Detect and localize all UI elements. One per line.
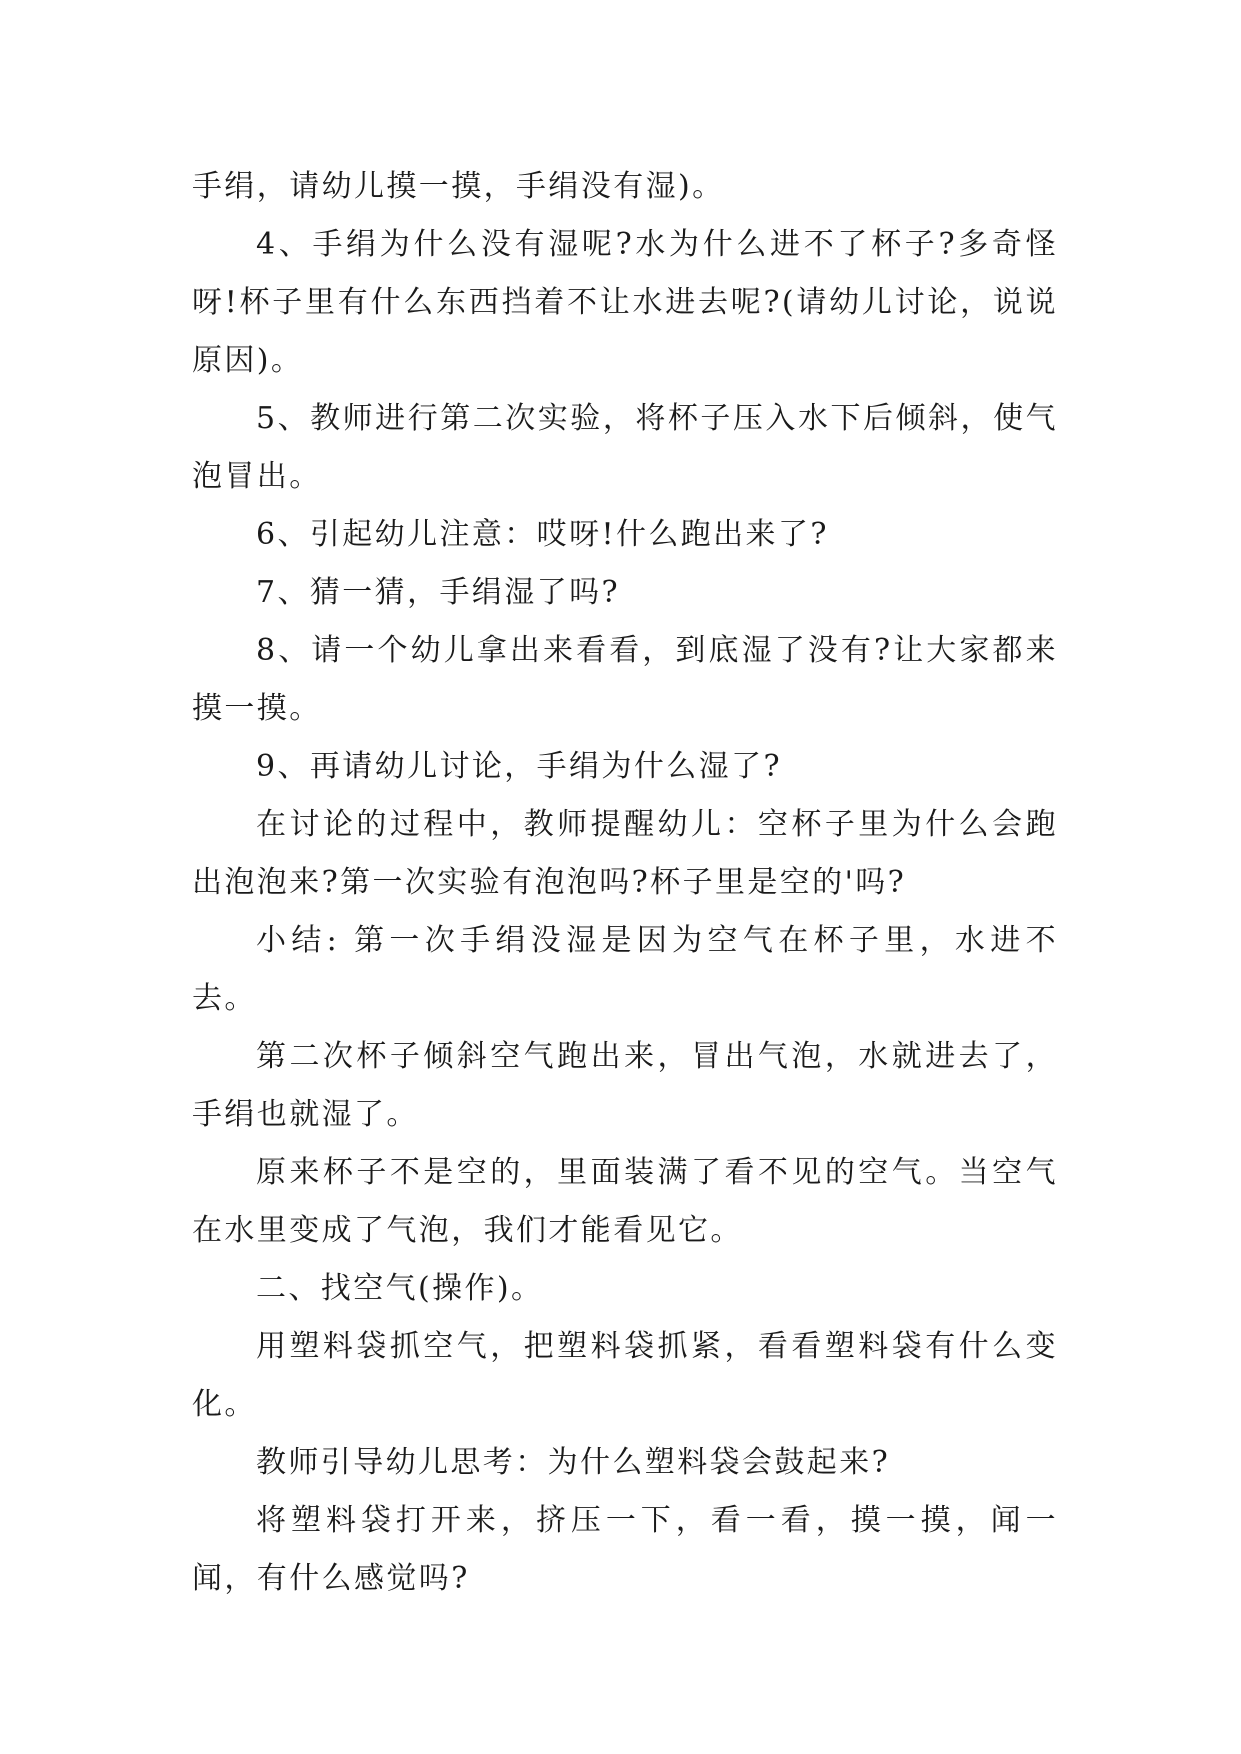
paragraph-plastic-bag: 用塑料袋抓空气，把塑料袋抓紧，看看塑料袋有什么变化。 (192, 1329, 1058, 1422)
paragraph-summary-second: 第二次杯子倾斜空气跑出来，冒出气泡，水就进去了，手绢也就湿了。 (192, 1039, 1058, 1132)
paragraph-conclusion: 原来杯子不是空的，里面装满了看不见的空气。当空气在水里变成了气泡，我们才能看见它。 (192, 1155, 1058, 1248)
paragraph-step-5: 5、教师进行第二次实验，将杯子压入水下后倾斜，使气泡冒出。 (192, 401, 1058, 494)
paragraph-step-8: 8、请一个幼儿拿出来看看，到底湿了没有?让大家都来摸一摸。 (192, 633, 1058, 726)
paragraph-squeeze-bag: 将塑料袋打开来，挤压一下，看一看，摸一摸，闻一闻，有什么感觉吗? (192, 1503, 1058, 1596)
paragraph-step-9: 9、再请幼儿讨论，手绢为什么湿了? (256, 749, 782, 784)
paragraph-continued: 手绢，请幼儿摸一摸，手绢没有湿)。 (192, 169, 725, 204)
paragraph-step-7: 7、猜一猜，手绢湿了吗? (256, 575, 620, 610)
paragraph-summary: 小结: 第一次手绢没湿是因为空气在杯子里，水进不去。 (192, 923, 1058, 1016)
paragraph-step-4: 4、手绢为什么没有湿呢?水为什么进不了杯子?多奇怪呀!杯子里有什么东西挡着不让水进去呢?(请幼儿讨论，说说原因)。 (192, 227, 1058, 378)
paragraph-discussion: 在讨论的过程中，教师提醒幼儿：空杯子里为什么会跑出泡泡来?第一次实验有泡泡吗?杯子里是空的'吗? (192, 807, 1058, 900)
paragraph-step-6: 6、引起幼儿注意：哎呀!什么跑出来了? (256, 517, 829, 552)
document-body (192, 158, 1058, 1608)
section-heading-find-air: 二、找空气(操作)。 (256, 1271, 544, 1306)
paragraph-teacher-guide: 教师引导幼儿思考：为什么塑料袋会鼓起来? (256, 1445, 891, 1480)
